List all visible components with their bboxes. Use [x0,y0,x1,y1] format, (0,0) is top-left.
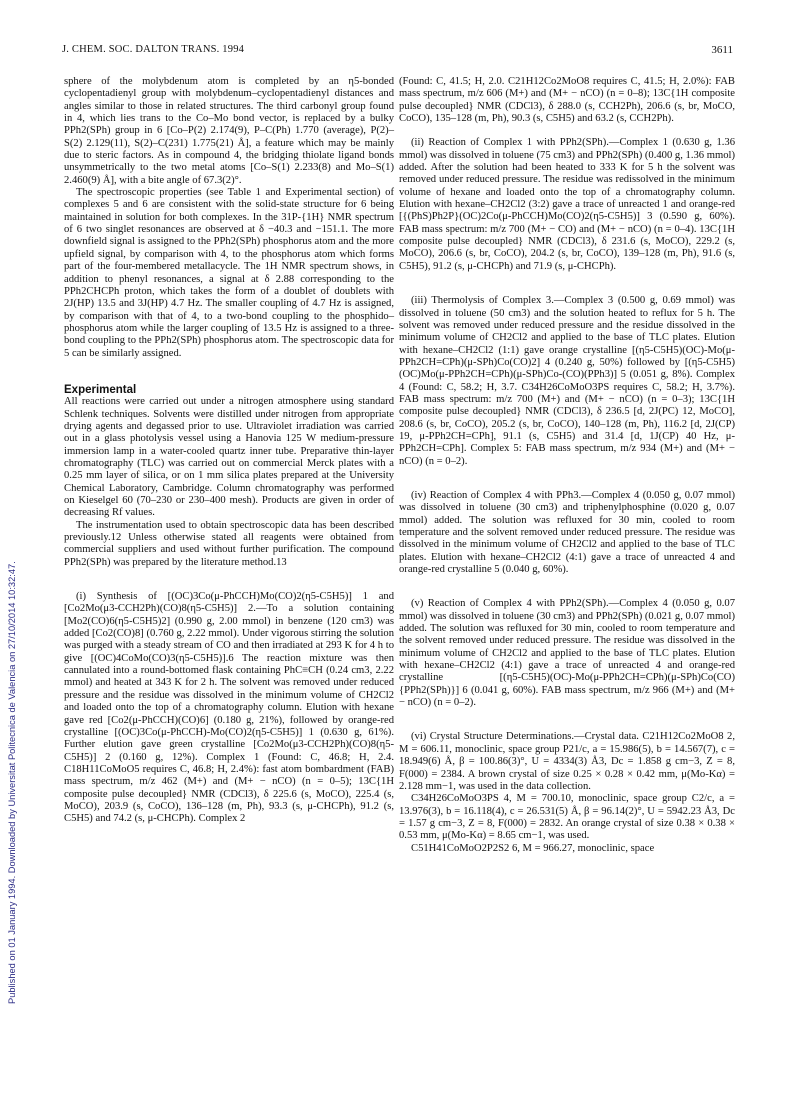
journal-running-head: J. CHEM. SOC. DALTON TRANS. 1994 [62,44,245,55]
paragraph-crystal-data-2: (vi) Crystal Structure Determinations.—Crystal data. C21H12Co2MoO8 2, M = 606.11, monoclinic, space group P21/c, a = 15.986(5), b = 14.567(7), c = 18.949(6) Å, β = 100.86(3)°, U = 4334(3) Å3, Dc = 1.858 g cm−3, Z = 8, F(000) = 2384. A brown crystal of size 0.25 × 0.28 × 0.42 mm, μ(Mo-Kα) = 2.128 mm−1, was used in the data collection. [399,731,735,792]
page-number: 3611 [711,44,733,56]
page-header [62,44,733,60]
paragraph-instrumentation: The instrumentation used to obtain spectroscopic data has been described previously.12 Unless otherwise stated all reagents were obtained from commercial suppliers and used without further purification. The compound PPh2(SPh) was prepared by the literature method.13 [64,519,394,568]
paragraph-reaction-v: (v) Reaction of Complex 4 with PPh2(SPh).—Complex 4 (0.050 g, 0.07 mmol) was dissolved in toluene (30 cm3) and PPh2(SPh) (0.021 g, 0.07 mmol) added. The solution was refluxed for 30 min, cooled to room temperature and the solvent removed under reduced pressure. The residue was dissolved in the minimum volume of CH2Cl2 and applied to the base of TLC plates. Elution with hexane–CH2Cl2 (4:1) gave a trace of unreacted 4 and orange-red crystalline [(η5-C5H5)(OC)-Mo(μ-PPh2CH=CPh)(μ-SPh)Co(CO){PPh2(SPh)}] 6 (0.041 g, 60%). FAB mass spectrum, m/z 966 (M+) and (M+ − nCO) (n = 0–2). [399,598,735,709]
paragraph-general-methods: All reactions were carried out under a nitrogen atmosphere using standard Schlenk techniques. Solvents were distilled under nitrogen from appropriate drying agents and degassed prior to use. Ultraviolet irradiation was carried out in a glass photolysis vessel using a Hanovia 125 W medium-pressure immersion lamp in a water-cooled quartz inner tube. Preparative thin-layer chromatography (TLC) was carried out on commercial Merck plates with a 0.25 mm layer of silica, or on 1 mm silica plates prepared at the University Chemical Laboratory, Cambridge. Column chromatography was performed on Kieselgel 60 (70–230 or 230–400 mesh). Products are given in order of decreasing Rf values. [64,396,394,519]
paragraph-complex-2-data: (Found: C, 41.5; H, 2.0. C21H12Co2MoO8 requires C, 41.5; H, 2.0%): FAB mass spectrum, m/z 606 (M+) and (M+ − nCO) (n = 0–8); 13C{1H composite pulse decoupled} NMR (CDCl3), δ 288.0 (s, CCH2Ph), 206.6 (s, br, MoCO, CoCO), 135–128 (m, Ph), 90.3 (s, C5H5) and 63.2 (s, CCH2Ph). [399,76,735,125]
paragraph-spectroscopy: The spectroscopic properties (see Table 1 and Experimental section) of complexes 5 and 6 are consistent with the solid-state structure for 6 being maintained in solution for both complexes. In the 31P-{1H} NMR spectrum of 6 two singlet resonances are observed at δ −40.3 and −151.1. The more downfield signal is assigned to the PPh2(SPh) phosphorus atom and the more upfield signal, by comparison with 4, to the phosphorus atom which forms part of the four-membered metallacycle. The 1H NMR spectrum shows, in addition to phenyl resonances, a signal at δ 2.88 corresponding to the PPh2CHCPh proton, which takes the form of a doublet of doublets with 2J(HP) 13.5 and 3J(HP) 4.7 Hz. The smaller coupling of 4.7 Hz is assigned, by comparison with that of 4, to a two-bond coupling to the phosphido–phosphorus atom while the larger coupling of 13.5 Hz is assigned to a three-bond coupling to the PPh2(SPh) phosphorus atom. The spectroscopic data for 5 can be similarly assigned. [64,187,394,359]
paragraph-reaction-iv: (iv) Reaction of Complex 4 with PPh3.—Complex 4 (0.050 g, 0.07 mmol) was dissolved in toluene (30 cm3) and triphenylphosphine (0.020 g, 0.07 mmol) added. The solution was refluxed for 30 min, cooled to room temperature and the solvent removed under reduced pressure. The residue was dissolved in the minimum volume of CH2Cl2 and applied to the base of TLC plates. Elution with hexane–CH2Cl2 (4:1) gave a trace of unreacted 4 and orange-red crystalline 5 (0.040 g, 60%). [399,489,735,576]
paragraph-crystal-data-4: C34H26CoMoO3PS 4, M = 700.10, monoclinic, space group C2/c, a = 13.976(3), b = 16.118(4), c = 26.531(5) Å, β = 96.14(2)°, U = 5942.23 Å3, Dc = 1.57 g cm−3, Z = 8, F(000) = 2832. An orange crystal of size 0.38 × 0.38 × 0.53 mm, μ(Mo-Kα) = 8.65 cm−1, was used. [399,793,735,842]
left-column [64,76,394,826]
right-column [399,76,735,855]
paragraph-thermolysis-iii: (iii) Thermolysis of Complex 3.—Complex 3 (0.500 g, 0.69 mmol) was dissolved in toluene (50 cm3) and the solution heated to reflux for 5 h. The solvent was removed under reduced pressure and the residue dissolved in the minimum volume of CH2Cl2 and applied to the base of TLC plates. Elution with hexane–CH2Cl2 (1:1) gave orange crystalline [(η5-C5H5)(OC)-Mo(μ-PPh2CH=CPh)(μ-SPh)Co(CO)2] 4 (0.240 g, 50%) followed by [(η5-C5H5)(OC)Mo(μ-PPh2CH=CPh)(μ-SPh)Co-(CO)(PPh3)] 5 (0.051 g, 8%). Complex 4 (Found: C, 58.2; H, 3.7. C34H26CoMoO3PS requires C, 58.2; H, 3.7%). FAB mass spectrum: m/z 700 (M+) and (M+ − nCO) (n = 0–3); 13C{1H composite pulse decoupled} NMR (CDCl3), δ 236.5 [d, 2J(PC) 12, MoCO], 208.6 (s, br, CoCO), 205.2 (s, br, CoCO), 140–128 (m, Ph), 116.2 [d, 2J(CP) 19, μ-PPh2CH=CPh], 91.1 (s, C5H5) and 31.4 [d, 1J(CP) 40 Hz, μ-PPh2CH=CPh]. Complex 5: FAB mass spectrum, m/z 934 (M+) and (M+ − nCO) (n = 0–2). [399,295,735,467]
paragraph-synthesis-1-2: (i) Synthesis of [(OC)3Co(μ-PhCCH)Mo(CO)2(η5-C5H5)] 1 and [Co2Mo(μ3-CCH2Ph)(CO)8(η5-C5H5)] 2.—To a solution containing [Mo2(CO)6(η5-C5H5)2] (0.990 g, 2.00 mmol) in benzene (120 cm3) was added [Co2(CO)8] (0.760 g, 2.22 mmol). Under vigorous stirring the solution was purged with a steady stream of CO and then irradiated at 293 K for 4 h to give [(OC)4CoMo(CO)3(η5-C5H5)].6 The reaction mixture was then cannulated into a round-bottomed flask containing PhC≡CH (0.24 cm3, 2.22 mmol) and heated at 343 K for 2 h. The solvent was removed under reduced pressure and the residue was dissolved in the minimum volume of CH2Cl2 and loaded onto the top of a chromatography column. Elution with hexane gave red [Co2(μ-PhCCH)(CO)6] (0.180 g, 21%), followed by orange-red crystalline [(OC)3Co(μ-PhCCH)-Mo(CO)2(η5-C5H5)] 1 (0.630 g, 61%). Further elution gave green crystalline [Co2Mo(μ3-CCH2Ph)(CO)8(η5-C5H5)] 2 (0.160 g, 12%). Complex 1 (Found: C, 46.8; H, 2.4. C18H11CoMoO5 requires C, 46.8; H, 2.4%): fast atom bombardment (FAB) mass spectrum, m/z 462 (M+) and (M+ − nCO) (n = 0–5); 13C{1H composite pulse decoupled} NMR (CDCl3), δ 225.6 (s, MoCO), 225.4 (s, MoCO), 203.9 (s, CoCO), 136–128 (m, Ph), 93.3 (s, μ-CHCPh), 91.2 (s, C5H5) and 74.2 (s, μ-CHCPh). Complex 2 [64,591,394,825]
download-watermark: Published on 01 January 1994. Downloaded by Universitat Politecnica de Valencia on 27/10/2014 10:32:47. [7,561,17,1004]
section-heading-experimental: Experimental [64,383,137,396]
paragraph-reaction-ii: (ii) Reaction of Complex 1 with PPh2(SPh).—Complex 1 (0.630 g, 1.36 mmol) was dissolved in toluene (75 cm3) and PPh2(SPh) (0.400 g, 1.36 mmol) added. After the solution had been heated to 333 K for 5 h the solvent was removed under reduced pressure. The residue was redissolved in the minimum volume of hexane and loaded onto the top of a chromatography column. Elution with hexane–CH2Cl2 (3:2) gave a trace of unreacted 1 and orange-red [{(PhS)Ph2P}(OC)2Co(μ-PhCCH)Mo(CO)2(η5-C5H5)] 3 (0.590 g, 60%). FAB mass spectrum: m/z 700 (M+ − CO) and (M+ − nCO) (n = 0–4). 13C{1H composite pulse decoupled} NMR (CDCl3), δ 231.6 (s, MoCO), 229.2 (s, MoCO), 206.6 (s, br, CoCO), 204.2 (s, br, CoCO), 139–128 (m, Ph), 91.6 (s, C5H5), 91.2 (s, μ-CHCPh) and 71.9 (s, μ-CHCPh). [399,137,735,272]
paragraph-crystal-data-6: C51H41CoMoO2P2S2 6, M = 966.27, monoclinic, space [411,842,655,854]
paragraph-structure-description: sphere of the molybdenum atom is completed by an η5-bonded cyclopentadienyl group with molybdenum–cyclopentadienyl distances and angles similar to those in related structures. The third carbonyl group found in 4, which lies trans to the Co–Mo bond vector, is replaced by a bulky PPh2(SPh) group in 6 [Co–P(2) 2.174(9), P–C(Ph) 1.770 (average), P(2)–S(2) 2.129(11), S(2)–C(231) 1.775(21) Å], a feature which may be mainly due to steric factors. As in compound 4, the bridging thiolate ligand bonds unsymmetrically to the two metal atoms [Co–S(1) 2.233(8) and Mo–S(1) 2.460(9) Å], with a bite angle of 67.3(2)°. [64,76,394,186]
